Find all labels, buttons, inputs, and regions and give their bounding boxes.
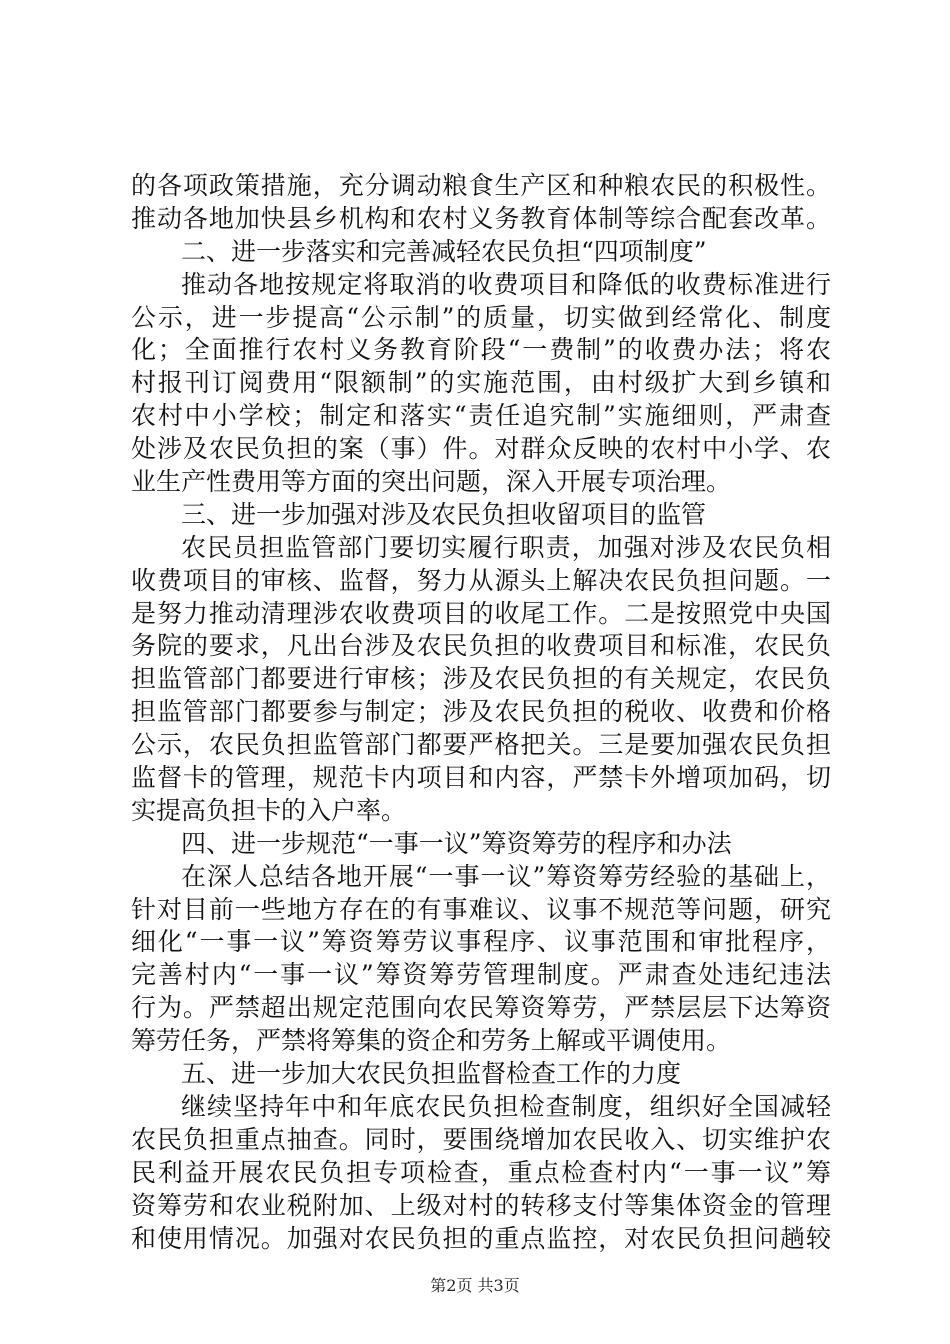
text-line: 农村中小学校；制定和落实“责任追究制”实施细则，严肃查 xyxy=(131,401,831,431)
text-line: 实提高负担卡的入户率。 xyxy=(131,795,407,825)
text-line: 筹劳任务，严禁将筹集的资企和劳务上解或平调使用。 xyxy=(131,1026,732,1056)
text-line: 针对目前一些地方存在的有事难议、议事不规范等问题，研究 xyxy=(131,894,831,924)
section-heading: 四、进一步规范“一事一议”筹资筹劳的程序和办法 xyxy=(181,828,732,858)
section-heading: 五、进一步加大农民负担监督检查工作的力度 xyxy=(181,1059,682,1089)
text-line: 民利益开展农民负担专项检查，重点检查村内“一事一议”筹 xyxy=(131,1157,831,1187)
section-heading: 二、进一步落实和完善减轻农民负担“四项制度” xyxy=(181,236,707,266)
text-line: 行为。严禁超出规定范围向农民筹资筹劳，严禁层层下达筹资 xyxy=(131,993,831,1023)
page-footer xyxy=(0,1275,950,1297)
text-line: 业生产性费用等方面的突出问题，深入开展专项治理。 xyxy=(131,467,732,497)
text-line: 监督卡的管理，规范卡内项目和内容，严禁卡外增项加码，切 xyxy=(131,763,831,793)
text-line: 担监管部门都要进行审核；涉及农民负担的有关规定，农民负 xyxy=(131,664,831,694)
text-line: 担监管部门都要参与制定；涉及农民负担的税收、收费和价格 xyxy=(131,697,831,727)
section-heading: 三、进一步加强对涉及农民负担收留项目的监管 xyxy=(181,499,707,529)
document-body xyxy=(131,170,831,1255)
text-line: 收费项目的审核、监督，努力从源头上解决农民负担问题。一 xyxy=(131,565,831,595)
text-line: 细化“一事一议”筹资筹劳议事程序、议事范围和审批程序， xyxy=(131,927,831,957)
text-line: 推动各地按规定将取消的收费项目和降低的收费标准进行 xyxy=(181,269,831,299)
text-line: 村报刊订阅费用“限额制”的实施范围，由村级扩大到乡镇和 xyxy=(131,368,831,398)
text-line: 的各项政策措施，充分调动粮食生产区和种粮农民的积极性。 xyxy=(131,171,831,200)
text-line: 和使用情况。加强对农民负担的重点监控，对农民负担问趟较 xyxy=(131,1223,831,1253)
text-line: 在深人总结各地开展“一事一议”筹资筹劳经验的基础上， xyxy=(181,861,831,891)
text-line: 继续坚持年中和年底农民负担检查制度，组织好全国减轻 xyxy=(181,1091,831,1121)
text-line: 处涉及农民负担的案（事）件。对群众反映的农村中小学、农 xyxy=(131,434,831,464)
text-line: 推动各地加快县乡机构和农村义务教育体制等综合配套改革。 xyxy=(131,203,831,233)
text-line: 务院的要求，凡出台涉及农民负担的收费项目和标准，农民负 xyxy=(131,631,831,661)
text-line: 公示，进一步提高“公示制”的质量，切实做到经常化、制度 xyxy=(131,302,831,332)
text-line: 公示，农民负担监管部门都要严格把关。三是要加强农民负担 xyxy=(131,730,831,760)
text-line: 是努力推动清理涉农收费项目的收尾工作。二是按照党中央国 xyxy=(131,598,831,628)
text-line: 农民负担重点抽查。同时，要围绕增加农民收入、切实维护农 xyxy=(131,1124,831,1154)
text-line: 完善村内“一事一议”筹资筹劳管理制度。严肃查处违纪违法 xyxy=(131,960,831,990)
text-line: 农民员担监管部门要切实履行职责，加强对涉及农民负相 xyxy=(181,532,831,562)
page-number-label: 第2页 共3页 xyxy=(430,1276,520,1295)
text-line: 化；全面推行农村义务教育阶段“一费制”的收费办法；将农 xyxy=(131,335,831,365)
text-line: 资筹劳和农业税附加、上级对村的转移支付等集体资金的管理 xyxy=(131,1190,831,1220)
